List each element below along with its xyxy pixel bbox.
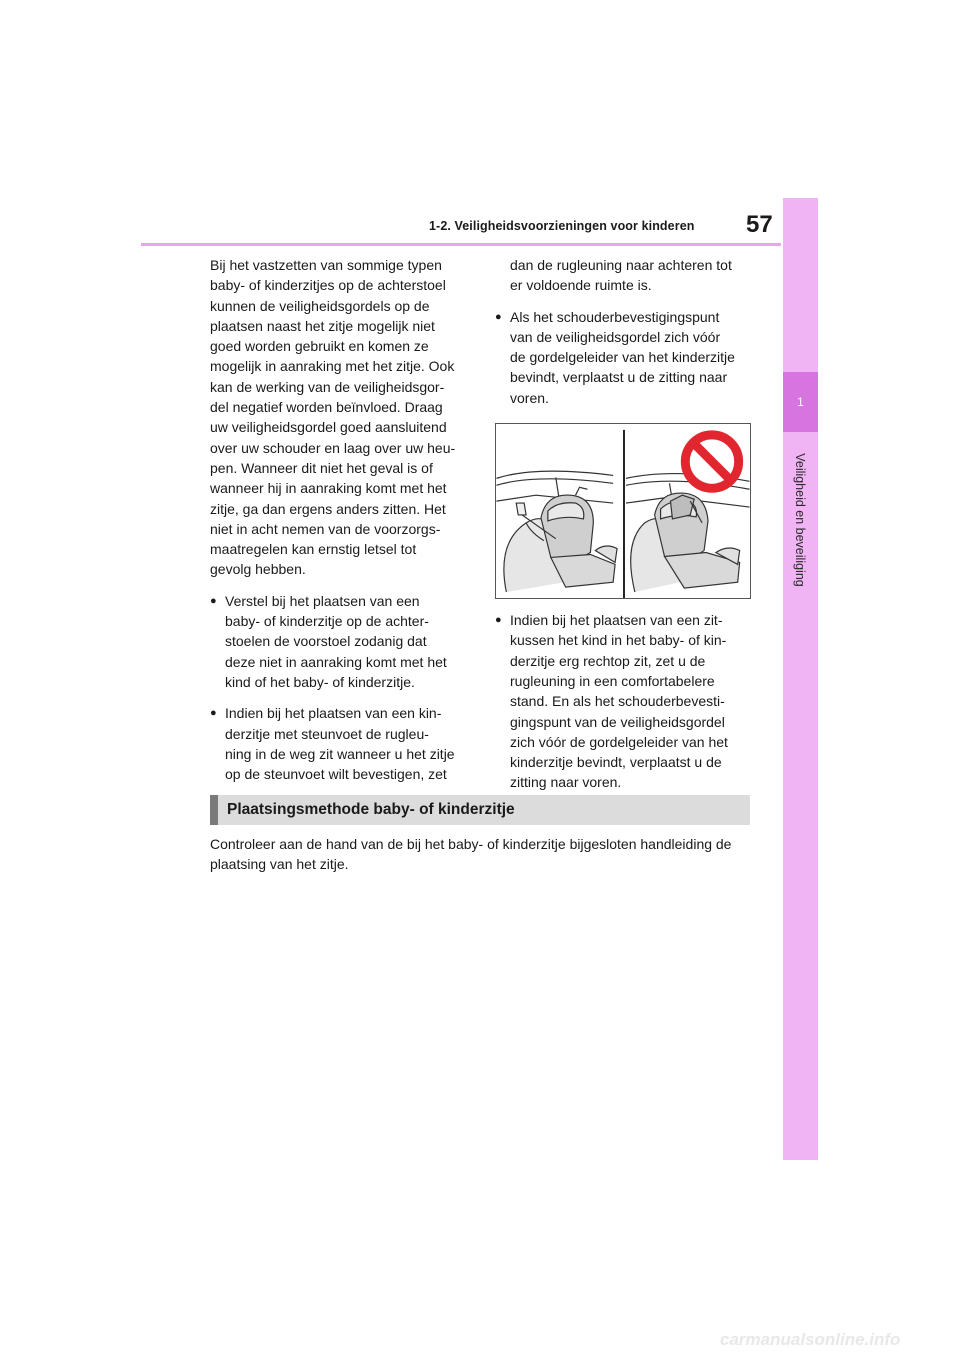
text-line: ● Indien bij het plaatsen van een kin- bbox=[225, 705, 442, 722]
text-line: del negatief worden beïnvloed. Draag bbox=[210, 399, 443, 416]
text-line: Controleer aan de hand van de bij het baby- of kinderzitje bijgesloten handleiding de bbox=[210, 836, 732, 852]
text-line: zich vóór de gordelgeleider van het bbox=[510, 733, 728, 750]
text-line: ning in de weg zit wanneer u het zitje bbox=[225, 745, 455, 762]
text-line: er voldoende ruimte is. bbox=[510, 277, 652, 294]
text-line: Bij het vastzetten van sommige typen bbox=[210, 257, 442, 273]
text-line: pen. Wanneer dit niet het geval is of bbox=[210, 459, 433, 476]
chapter-number-tab[interactable]: 1 bbox=[783, 372, 818, 432]
correct-seat-position-drawing bbox=[496, 471, 617, 592]
text-line: de gordelgeleider van het kinderzitje bbox=[510, 349, 735, 366]
section-heading: Plaatsingsmethode baby- of kinderzitje bbox=[210, 795, 750, 825]
text-line: kunnen de veiligheidsgordels op de bbox=[210, 297, 430, 314]
text-line: wanneer hij in aanraking komt met het bbox=[210, 480, 447, 497]
intro-paragraph bbox=[210, 255, 468, 580]
text-line: stoelen de voorstoel zodanig dat bbox=[225, 633, 427, 650]
text-line: ● Verstel bij het plaatsen van een bbox=[225, 592, 420, 609]
text-line: ● Als het schouderbevestigingspunt bbox=[510, 308, 720, 325]
header-divider bbox=[141, 243, 781, 246]
text-line: kan de werking van de veiligheidsgor- bbox=[210, 378, 445, 395]
text-line: gevolg hebben. bbox=[210, 561, 306, 578]
text-line: kussen het kind in het baby- of kin- bbox=[510, 632, 727, 649]
text-line: maatregelen kan ernstig letsel tot bbox=[210, 541, 417, 558]
text-line: bevindt, verplaatst u de zitting naar bbox=[510, 369, 728, 386]
text-line: mogelijk in aanraking met het zitje. Ook bbox=[210, 358, 455, 375]
incorrect-seat-position-drawing bbox=[626, 474, 750, 592]
text-line: niet in acht nemen van de voorzorgs- bbox=[210, 520, 441, 537]
page-number: 57 bbox=[746, 211, 773, 238]
text-line: derzitje met steunvoet de rugleu- bbox=[225, 725, 429, 742]
chapter-side-tab bbox=[783, 198, 818, 1160]
text-line: uw veiligheidsgordel goed aansluitend bbox=[210, 419, 447, 436]
child-seat-illustration bbox=[495, 423, 751, 599]
running-header: 1-2. Veiligheidsvoorzieningen voor kinderen bbox=[429, 219, 695, 233]
text-line: gingspunt van de veiligheidsgordel bbox=[510, 713, 725, 730]
text-line: op de steunvoet wilt bevestigen, zet bbox=[225, 766, 447, 783]
text-line: kind of het baby- of kinderzitje. bbox=[225, 673, 415, 690]
text-line: plaatsen naast het zitje mogelijk niet bbox=[210, 317, 435, 334]
text-line: derzitje erg rechtop zit, zet u de bbox=[510, 652, 706, 669]
footer-watermark[interactable]: carmanualsonline.info bbox=[720, 1330, 901, 1349]
bullet-item-support-leg bbox=[210, 703, 468, 784]
left-column bbox=[210, 255, 468, 784]
text-line: over uw schouder en laag over uw heu- bbox=[210, 439, 456, 456]
text-line: zitting naar voren. bbox=[510, 774, 622, 791]
text-line: ● Indien bij het plaatsen van een zit- bbox=[510, 612, 723, 629]
text-line: baby- of kinderzitjes op de achterstoel bbox=[210, 277, 446, 294]
text-line: goed worden gebruikt en komen ze bbox=[210, 338, 429, 355]
bullet-item-shoulder-anchor bbox=[495, 307, 753, 408]
chapter-label: Veiligheid en beveiliging bbox=[793, 453, 807, 587]
text-line: kinderzitje bevindt, verplaatst u de bbox=[510, 754, 722, 771]
text-line: baby- of kinderzitje op de achter- bbox=[225, 613, 429, 630]
prohibition-icon bbox=[685, 435, 738, 488]
text-line: plaatsing van het zitje. bbox=[210, 856, 349, 873]
text-line: stand. En als het schouderbevesti- bbox=[510, 693, 725, 710]
bullet-continuation bbox=[495, 255, 753, 296]
text-line: zitje, ga dan ergens anders zitten. Het bbox=[210, 500, 446, 517]
text-line: van de veiligheidsgordel zich vóór bbox=[510, 328, 721, 345]
text-line: voren. bbox=[510, 389, 549, 406]
section-paragraph bbox=[210, 834, 755, 875]
bullet-item-booster-cushion bbox=[495, 610, 753, 793]
text-line: rugleuning in een comfortabelere bbox=[510, 672, 715, 689]
text-line: dan de rugleuning naar achteren tot bbox=[510, 257, 732, 273]
bullet-item-front-seat bbox=[210, 591, 468, 692]
text-line: deze niet in aanraking komt met het bbox=[225, 653, 447, 670]
right-column bbox=[495, 255, 753, 793]
